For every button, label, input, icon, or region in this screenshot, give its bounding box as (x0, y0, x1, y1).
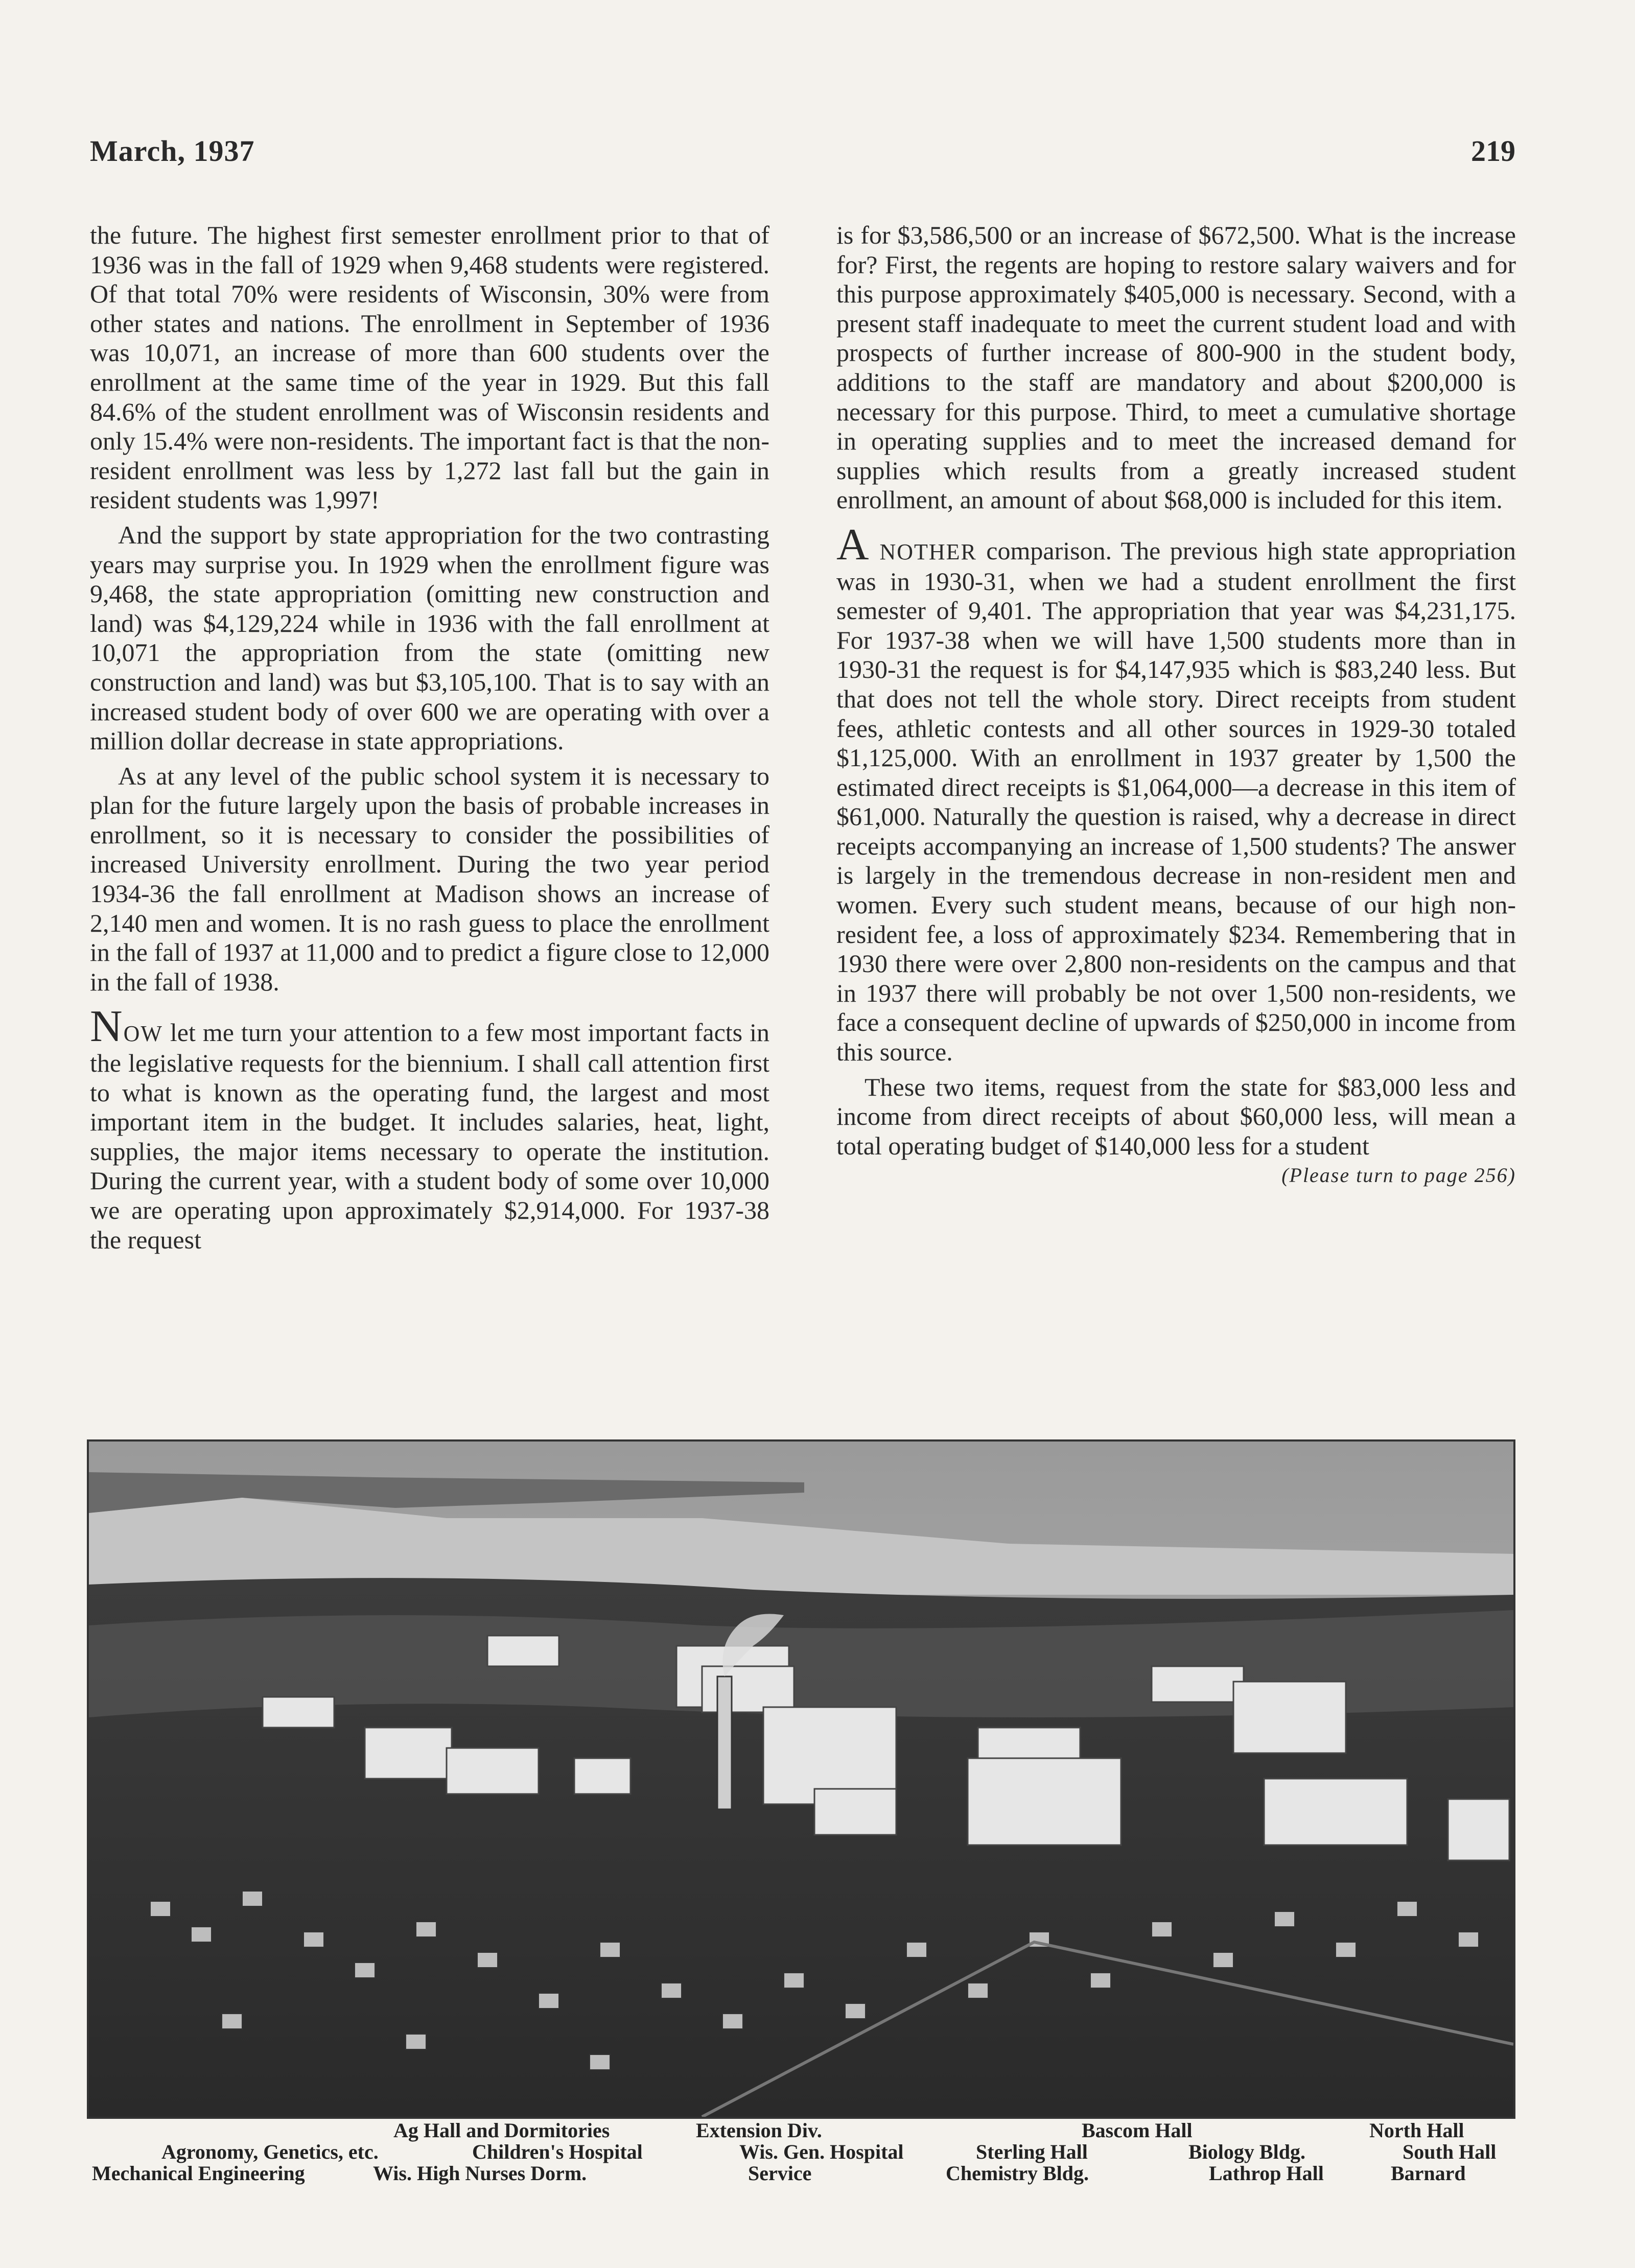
caption-north-hall: North Hall (1369, 2119, 1464, 2142)
caption-nurses: Wis. High Nurses Dorm. (373, 2162, 587, 2185)
aerial-photo-illustration (89, 1442, 1513, 2117)
drop-cap-a: A (836, 519, 870, 570)
small-caps-nother: NOTHER (870, 539, 977, 564)
aerial-campus-photo (87, 1439, 1515, 2119)
left-column (90, 221, 769, 1260)
caption-service: Service (748, 2162, 812, 2185)
caption-childrens: Children's Hospital (472, 2140, 643, 2163)
left-paragraph-1: the future. The highest first semester enrollment prior to that of 1936 was in the fall of 1929 when 9,468 students were registered. Of that total 70% were residents of Wisconsin, 30% were from other states and nations. The enrollment in September of 1936 was 10,071, an increase of more than 600 students over the enrollment at the same time of the year in 1929. But this fall 84.6% of the student enrollment was of Wisconsin residents and only 15.4% were non-residents. The important fact is that the non-resident enrollment was less by 1,272 last fall but the gain in resident students was 1,997! (90, 221, 769, 514)
issue-date: March, 1937 (90, 134, 255, 168)
left-paragraph-3: As at any level of the public school system it is necessary to plan for the future largely upon the basis of probable increases in enrollment, so it is necessary to consider the possibilities of increased University enrollment. During the two year period 1934-36 the fall enrollment at Madison shows an increase of 2,140 men and women. It is no rash guess to place the enrollment in the fall of 1937 at 11,000 and to predict a figure close to 12,000 in the fall of 1938. (90, 761, 769, 996)
caption-lathrop: Lathrop Hall (1209, 2162, 1324, 2185)
caption-agronomy: Agronomy, Genetics, etc. (161, 2140, 379, 2163)
caption-barnard: Barnard (1391, 2162, 1466, 2185)
caption-wis-gen: Wis. Gen. Hospital (739, 2140, 904, 2163)
right-paragraph-3-text: These two items, request from the state for $83,000 less and income from direct receipts of about $60,000 less, will mean a total operating budget of $140,000 less for a student (836, 1072, 1516, 1160)
left-paragraph-4-text: let me turn your attention to a few most important facts in the legislative requests for the biennium. I shall call attention first to what is known as the operating fund, the largest and most important item in the budget. It includes salaries, heat, light, supplies, the major items necessary to operate the institution. During the current year, with a student body of some over 10,000 we are operating upon approximately $2,914,000. For 1937-38 the request (90, 1018, 769, 1254)
continued-note: (Please turn to page 256) (1281, 1164, 1516, 1187)
caption-sterling: Sterling Hall (976, 2140, 1088, 2163)
right-paragraph-3 (836, 1072, 1516, 1187)
small-caps-ow: OW (123, 1021, 163, 1047)
caption-south-hall: South Hall (1403, 2140, 1497, 2163)
left-paragraph-4 (90, 1002, 769, 1255)
smokestack (717, 1676, 732, 1809)
left-paragraph-2: And the support by state appropriation for the two contrasting years may surprise you. In 1929 when the enrollment figure was 9,468, the state appropriation (omitting new construction and land) was $4,129,224 while in 1936 with the fall enrollment at 10,071 the appropriation from the state (omitting new construction and land) was but $3,105,100. That is to say with an increased student body of over 600 we are operating with over a million dollar decrease in state appropriations. (90, 520, 769, 755)
page-number: 219 (1471, 134, 1515, 168)
page-header (90, 134, 1515, 170)
drop-cap-n: N (90, 1002, 124, 1052)
caption-ag-hall: Ag Hall and Dormitories (393, 2119, 610, 2142)
caption-extension: Extension Div. (696, 2119, 822, 2142)
right-paragraph-2 (836, 519, 1516, 1067)
caption-bascom: Bascom Hall (1082, 2119, 1193, 2142)
caption-mech-eng: Mechanical Engineering (92, 2162, 305, 2185)
caption-chemistry: Chemistry Bldg. (946, 2162, 1089, 2185)
caption-biology: Biology Bldg. (1188, 2140, 1305, 2163)
right-paragraph-2-text: comparison. The previous high state appropriation was in 1930-31, when we had a student enrollment the first semester of 9,401. The appropriation that year was $4,231,175. For 1937-38 when we will have 1,500 students more than in 1930-31 the request is for $4,147,935 which is $83,240 less. But that does not tell the whole story. Direct receipts from student fees, athletic contests and all other sources in 1929-30 totaled $1,125,000. With an enrollment in 1937 greater by 1,500 the estimated direct receipts is $1,064,000—a decrease in this item of $61,000. Naturally the question is raised, why a decrease in direct receipts accompanying an increase of 1,500 students? The answer is largely in the tremendous decrease in non-resident men and women. Every such student means, because of our high non-resident fee, a loss of approximately $234. Remembering that in 1930 there were over 2,800 non-residents on the campus and that in 1937 there will probably be not over 1,500 non-residents, we face a consequent decline of upwards of $250,000 in income from this source. (836, 536, 1516, 1067)
right-paragraph-1: is for $3,586,500 or an increase of $672,500. What is the increase for? First, the regents are hoping to restore salary waivers and for this purpose approximately $405,000 is necessary. Second, with a present staff inadequate to meet the current student load and with prospects of further increase of 800-900 in the student body, additions to the staff are mandatory and about $200,000 is necessary for this purpose. Third, to meet a cumulative shortage in operating supplies and to meet the increased demand for supplies which results from a greatly increased student enrollment, an amount of about $68,000 is included for this item. (836, 221, 1516, 514)
photo-captions (87, 2120, 1517, 2202)
right-column (836, 221, 1516, 1190)
